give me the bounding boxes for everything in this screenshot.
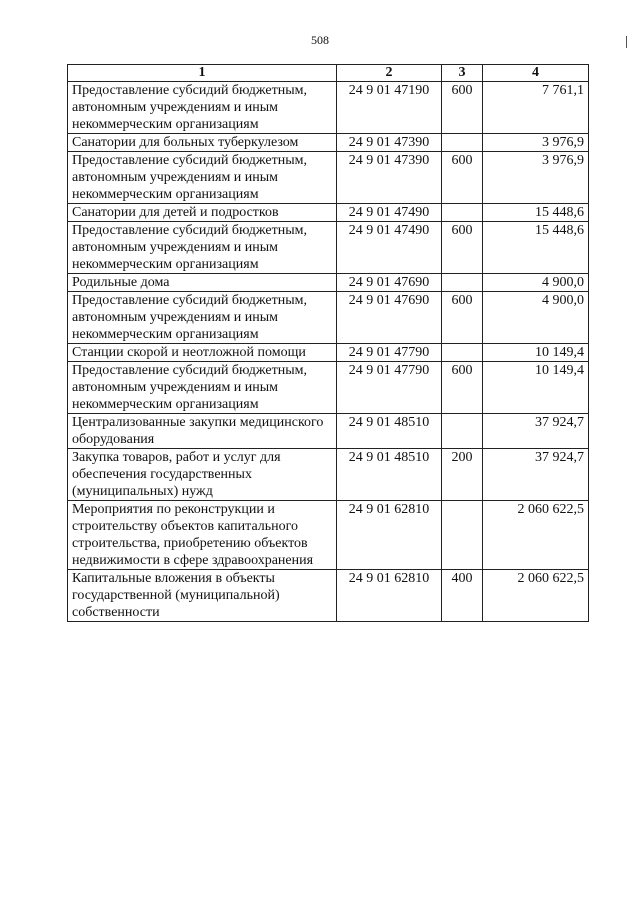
row-code-cell: 24 9 01 47790: [337, 344, 442, 362]
row-type-cell: 600: [442, 152, 483, 204]
row-amount-cell: 2 060 622,5: [483, 570, 589, 622]
row-name-cell: Централизованные закупки медицинского оборудования: [68, 414, 337, 449]
row-type-cell: 600: [442, 222, 483, 274]
header-col-2: 2: [337, 65, 442, 82]
row-type-cell: [442, 204, 483, 222]
row-name-cell: Станции скорой и неотложной помощи: [68, 344, 337, 362]
row-type-cell: 200: [442, 449, 483, 501]
page-number: 508: [311, 33, 329, 47]
row-code-cell: 24 9 01 47790: [337, 362, 442, 414]
row-code-cell: 24 9 01 62810: [337, 570, 442, 622]
row-type-cell: [442, 414, 483, 449]
row-code-cell: 24 9 01 47690: [337, 274, 442, 292]
table-body: [68, 82, 589, 622]
row-code-cell: 24 9 01 47390: [337, 134, 442, 152]
row-type-cell: [442, 134, 483, 152]
table-row: [68, 204, 589, 222]
table-row: [68, 134, 589, 152]
row-type-cell: [442, 344, 483, 362]
table-row: [68, 570, 589, 622]
table-row: [68, 292, 589, 344]
table-row: [68, 449, 589, 501]
table-row: [68, 344, 589, 362]
row-type-cell: 600: [442, 82, 483, 134]
row-amount-cell: 15 448,6: [483, 204, 589, 222]
row-type-cell: [442, 501, 483, 570]
row-code-cell: 24 9 01 47490: [337, 204, 442, 222]
header-col-4: 4: [483, 65, 589, 82]
row-amount-cell: 2 060 622,5: [483, 501, 589, 570]
row-amount-cell: 37 924,7: [483, 414, 589, 449]
row-name-cell: Родильные дома: [68, 274, 337, 292]
header-col-1: 1: [68, 65, 337, 82]
table-row: [68, 82, 589, 134]
row-amount-cell: 7 761,1: [483, 82, 589, 134]
row-amount-cell: 10 149,4: [483, 344, 589, 362]
row-name-cell: Санатории для больных туберкулезом: [68, 134, 337, 152]
row-name-cell: Мероприятия по реконструкции и строительству объектов капитального строительства, приобретению объектов недвижимости в сфере здравоохранения: [68, 501, 337, 570]
row-code-cell: 24 9 01 47190: [337, 82, 442, 134]
row-name-cell: Капитальные вложения в объекты государственной (муниципальной) собственности: [68, 570, 337, 622]
table-row: [68, 501, 589, 570]
row-name-cell: Предоставление субсидий бюджетным, автономным учреждениям и иным некоммерческим организациям: [68, 152, 337, 204]
row-name-cell: Санатории для детей и подростков: [68, 204, 337, 222]
row-type-cell: 600: [442, 362, 483, 414]
row-amount-cell: 3 976,9: [483, 134, 589, 152]
row-amount-cell: 4 900,0: [483, 274, 589, 292]
header-col-3: 3: [442, 65, 483, 82]
row-type-cell: 600: [442, 292, 483, 344]
row-type-cell: 400: [442, 570, 483, 622]
row-name-cell: Предоставление субсидий бюджетным, автономным учреждениям и иным некоммерческим организациям: [68, 362, 337, 414]
row-name-cell: Предоставление субсидий бюджетным, автономным учреждениям и иным некоммерческим организациям: [68, 82, 337, 134]
table-row: [68, 152, 589, 204]
row-name-cell: Предоставление субсидий бюджетным, автономным учреждениям и иным некоммерческим организациям: [68, 222, 337, 274]
budget-table: [67, 64, 589, 622]
row-amount-cell: 15 448,6: [483, 222, 589, 274]
row-code-cell: 24 9 01 47490: [337, 222, 442, 274]
table-header-row: [68, 65, 589, 82]
row-amount-cell: 3 976,9: [483, 152, 589, 204]
table-row: [68, 362, 589, 414]
row-type-cell: [442, 274, 483, 292]
row-amount-cell: 10 149,4: [483, 362, 589, 414]
row-name-cell: Закупка товаров, работ и услуг для обеспечения государственных (муниципальных) нужд: [68, 449, 337, 501]
row-name-cell: Предоставление субсидий бюджетным, автономным учреждениям и иным некоммерческим организациям: [68, 292, 337, 344]
row-code-cell: 24 9 01 47690: [337, 292, 442, 344]
scan-edge-mark: [626, 36, 630, 48]
row-code-cell: 24 9 01 48510: [337, 414, 442, 449]
row-amount-cell: 4 900,0: [483, 292, 589, 344]
table-row: [68, 274, 589, 292]
row-code-cell: 24 9 01 62810: [337, 501, 442, 570]
row-amount-cell: 37 924,7: [483, 449, 589, 501]
row-code-cell: 24 9 01 48510: [337, 449, 442, 501]
table-row: [68, 414, 589, 449]
row-code-cell: 24 9 01 47390: [337, 152, 442, 204]
table-row: [68, 222, 589, 274]
